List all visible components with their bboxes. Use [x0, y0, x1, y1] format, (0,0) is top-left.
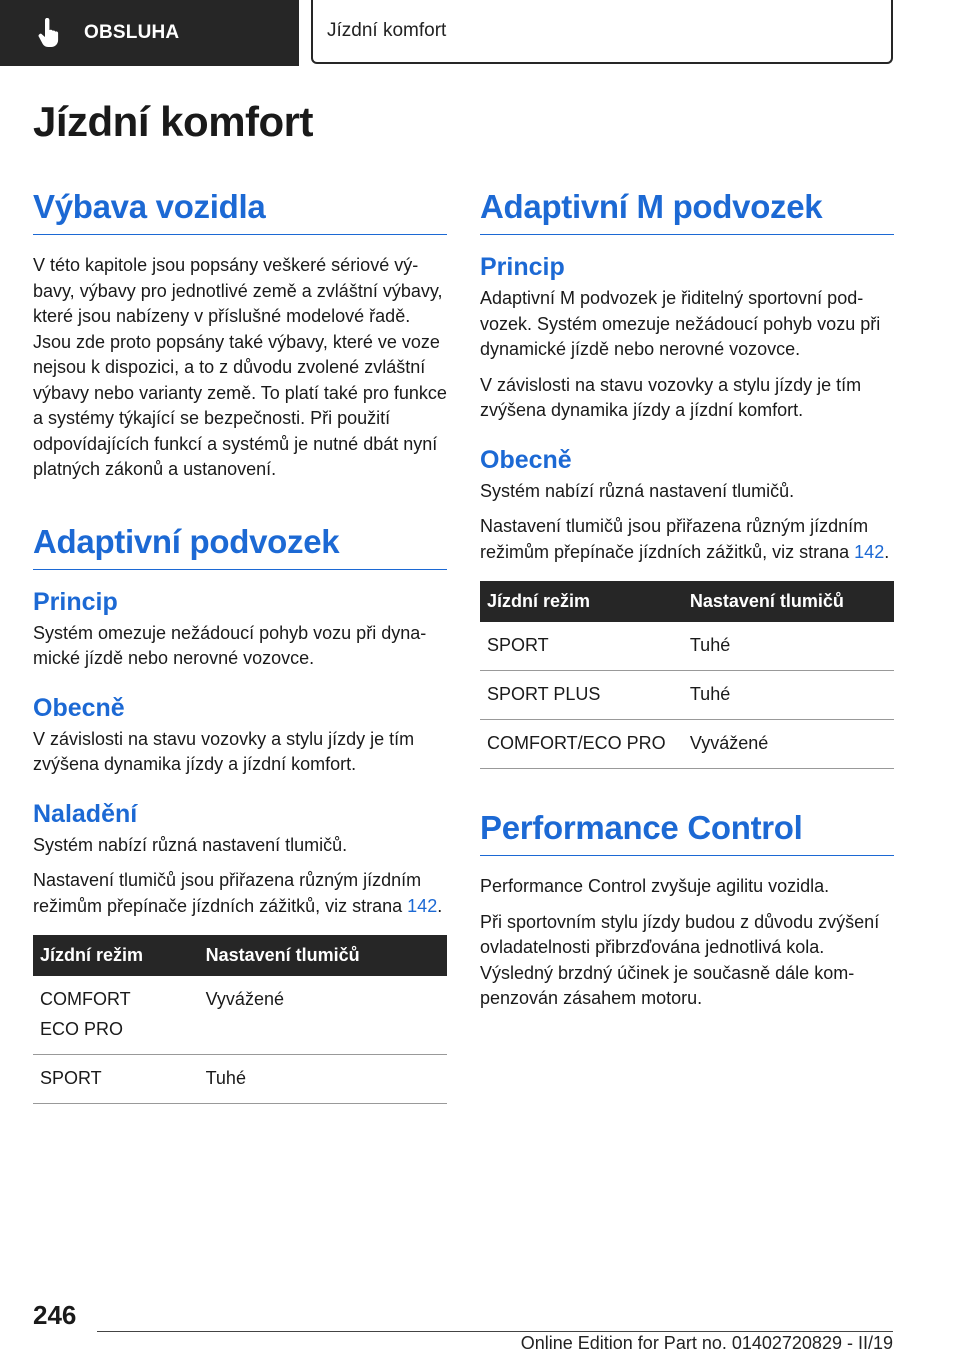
paragraph-naladeni-1: Systém nabízí různá nastavení tlumičů.: [33, 834, 348, 855]
table-row: [480, 720, 894, 769]
column-header-setting: Nastavení tlumičů: [199, 935, 447, 976]
edition-label: Online Edition for Part no. 01402720829 - II/19: [520, 1333, 893, 1353]
heading-performance-control: Performance Control: [480, 809, 894, 856]
page-link-142[interactable]: 142: [407, 895, 438, 916]
subheading-obecne: Obecně: [33, 693, 125, 722]
damper-table-left: [33, 935, 447, 1104]
footer-divider: [97, 1331, 893, 1332]
right-column: [480, 188, 894, 1022]
cell-mode: SPORT: [33, 1055, 199, 1104]
paragraph-obecne: V závislosti na stavu vozovky a stylu jízdy je tím zvýšena dynamika jízdy a jízdní komfort.: [33, 728, 415, 774]
paragraph-obecne-m-2: Nastavení tlumičů jsou přiřazena různým jízdním režimům přepínače jízdních zážitků, viz strana 142.: [480, 516, 890, 562]
cell-setting: Vyvážené: [683, 720, 894, 769]
heading-adaptivni-m-podvozek: Adaptivní M podvozek: [480, 188, 894, 235]
page-number: 246: [33, 1300, 77, 1330]
cell-setting: Tuhé: [683, 671, 894, 720]
left-column: [33, 188, 447, 1104]
table-row: [480, 622, 894, 671]
naladeni-text: Nastavení tlumičů jsou přiřazena různým jízdním režimům přepínače jízdních zážitků, viz strana: [33, 870, 422, 916]
mode-line-1: COMFORT: [40, 989, 131, 1009]
mode-line-2: ECO PRO: [40, 1019, 124, 1039]
column-header-mode: Jízdní režim: [33, 935, 199, 976]
cell-setting: Tuhé: [683, 622, 894, 671]
table-row: [33, 1055, 447, 1104]
subheading-obecne-m: Obecně: [480, 445, 572, 474]
heading-adaptivni-podvozek: Adaptivní podvozek: [33, 523, 447, 570]
paragraph-pc-1: Performance Control zvyšuje agilitu vozidla.: [480, 876, 830, 896]
cell-mode: SPORT PLUS: [480, 671, 683, 720]
page-link-142[interactable]: 142: [854, 541, 885, 562]
obecne-m-text: Nastavení tlumičů jsou přiřazena různým jízdním režimům přepínače jízdních zážitků, viz strana: [480, 516, 869, 562]
subheading-naladeni: Naladění: [33, 799, 138, 828]
paragraph-naladeni-2: Nastavení tlumičů jsou přiřazena různým jízdním režimům přepínače jízdních zážitků, viz strana 142.: [33, 870, 443, 916]
column-header-mode: Jízdní režim: [480, 581, 683, 622]
heading-vybava-vozidla: Výbava vozidla: [33, 188, 447, 235]
cell-mode: [33, 976, 199, 1055]
page-title: Jízdní komfort: [33, 98, 314, 145]
header-section-label: OBSLUHA: [84, 22, 180, 43]
cell-setting: Tuhé: [199, 1055, 447, 1104]
paragraph-obecne-m-1: Systém nabízí různá nastavení tlumičů.: [480, 480, 795, 501]
paragraph-vybava: V této kapitole jsou popsány veškeré sériové výbavy, výbavy pro jednotlivé země a zvláštní výbavy, které jsou nabízeny v příslušné modelové řadě. Jsou zde proto popsány také výbavy, které ve voze nejsou k dispozici, a to z důvodu zvolené zvláštní výbavy nebo varianty země. To platí také pro funkce a systémy týkající se bezpečnosti. Při použití odpovídajících funkcí a systémů je nutné dbát nyní platných zákonů a ustanovení.: [33, 255, 447, 479]
subheading-princip: Princip: [33, 587, 118, 616]
paragraph-princip-m-2: V závislosti na stavu vozovky a stylu jízdy je tím zvýšena dynamika jízdy a jízdní komfort.: [480, 374, 862, 420]
table-header-row: [33, 935, 447, 976]
hand-pointer-icon: [38, 18, 62, 48]
cell-setting: Vyvážené: [199, 976, 447, 1055]
header-section-tab: [0, 0, 299, 66]
table-row: [480, 671, 894, 720]
table-row: [33, 976, 447, 1055]
damper-table-right: [480, 581, 894, 769]
paragraph-pc-2: Při sportovním stylu jízdy budou z důvodu zvýšení ovladatelnosti přibrzďována jednotlivá kola. Výsledný brzdný účinek je současně dále kompenzován zásahem motoru.: [480, 911, 880, 1008]
column-header-setting: Nastavení tlumičů: [683, 581, 894, 622]
paragraph-princip: Systém omezuje nežádoucí pohyb vozu při dynamické jízdě nebo nerovné vozovce.: [33, 622, 427, 668]
cell-mode: SPORT: [480, 622, 683, 671]
subheading-princip-m: Princip: [480, 253, 565, 281]
header-chapter-label: Jízdní komfort: [327, 20, 447, 41]
table-header-row: [480, 581, 894, 622]
cell-mode: COMFORT/ECO PRO: [480, 720, 683, 769]
header-chapter-tab: [311, 0, 893, 64]
paragraph-princip-m: Adaptivní M podvozek je řiditelný sportovní podvozek. Systém omezuje nežádoucí pohyb vozu při dynamické jízdě nebo nerovné vozovce.: [480, 288, 881, 359]
